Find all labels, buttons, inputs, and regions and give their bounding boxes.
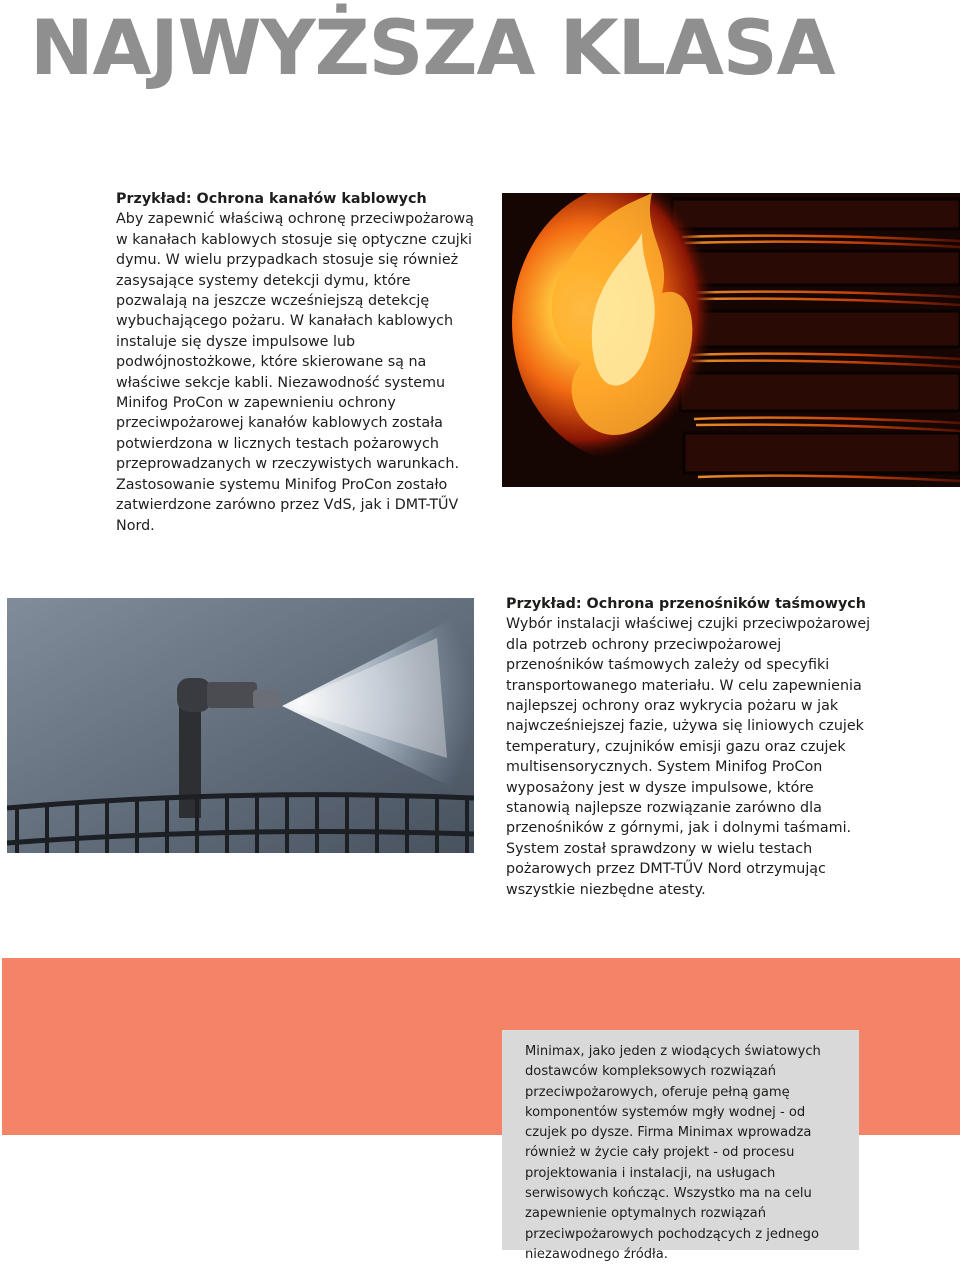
company-info-box <box>502 1030 859 1262</box>
cable-duct-fire-photo <box>502 193 960 487</box>
page-title: NAJWYŻSZA KLASA <box>30 8 950 88</box>
cable-duct-example-body: Aby zapewnić właściwą ochronę przeciwpożarową w kanałach kablowych stosuje się optyczne czujki dymu. W wielu przypadkach stosuje się również zasysające systemy detekcji dymu, które pozwalają na jeszcze wcześniejszą detekcję wybuchającego pożaru. W kanałach kablowych instaluje się dysze impulsowe lub podwójnostożkowe, które skierowane są na właściwe sekcje kabli. Niezawodność systemu Minifog ProCon w zapewnieniu ochrony przeciwpożarowej kanałów kablowych została potwierdzona w licznych testach pożarowych przeprowadzanych w rzeczywistych warunkach. Zastosowanie systemu Minifog ProCon zostało zatwierdzone zarówno przez VdS, jak i DMT-TŰV Nord. <box>116 211 474 534</box>
conveyor-example-heading: Przykład: Ochrona przenośników taśmowych <box>506 596 866 612</box>
cable-duct-example-heading: Przykład: Ochrona kanałów kablowych <box>116 191 427 207</box>
conveyor-nozzle-spray-photo <box>7 598 474 853</box>
conveyor-example-text <box>506 594 878 900</box>
cable-duct-example-text <box>116 189 478 536</box>
company-info-text: Minimax, jako jeden z wiodących światowych dostawców kompleksowych rozwiązań przeciwpożarowych, oferuje pełną gamę komponentów systemów mgły wodnej - od czujek po dysze. Firma Minimax wprowadza również w życie cały projekt - od procesu projektowania i instalacji, na usługach serwisowych kończąc. Wszystko ma na celu zapewnienie optymalnych rozwiązań przeciwpożarowych pochodzących z jednego niezawodnego źródła. <box>525 1044 821 1262</box>
conveyor-example-body: Wybór instalacji właściwej czujki przeciwpożarowej dla potrzeb ochrony przeciwpożarowej przenośników taśmowych zależy od specyfiki transportowanego materiału. W celu zapewnienia najlepszej ochrony oraz wykrycia pożaru w jak najwcześniejszej fazie, używa się liniowych czujek temperatury, czujników emisji gazu oraz czujek multisensorycznych. System Minifog ProCon wyposażony jest w dysze impulsowe, które stanowią najlepsze rozwiązanie zarówno dla przenośników z górnymi, jak i dolnymi taśmami. System został sprawdzony w wielu testach pożarowych przez DMT-TŰV Nord otrzymując wszystkie niezbędne atesty. <box>506 616 871 898</box>
